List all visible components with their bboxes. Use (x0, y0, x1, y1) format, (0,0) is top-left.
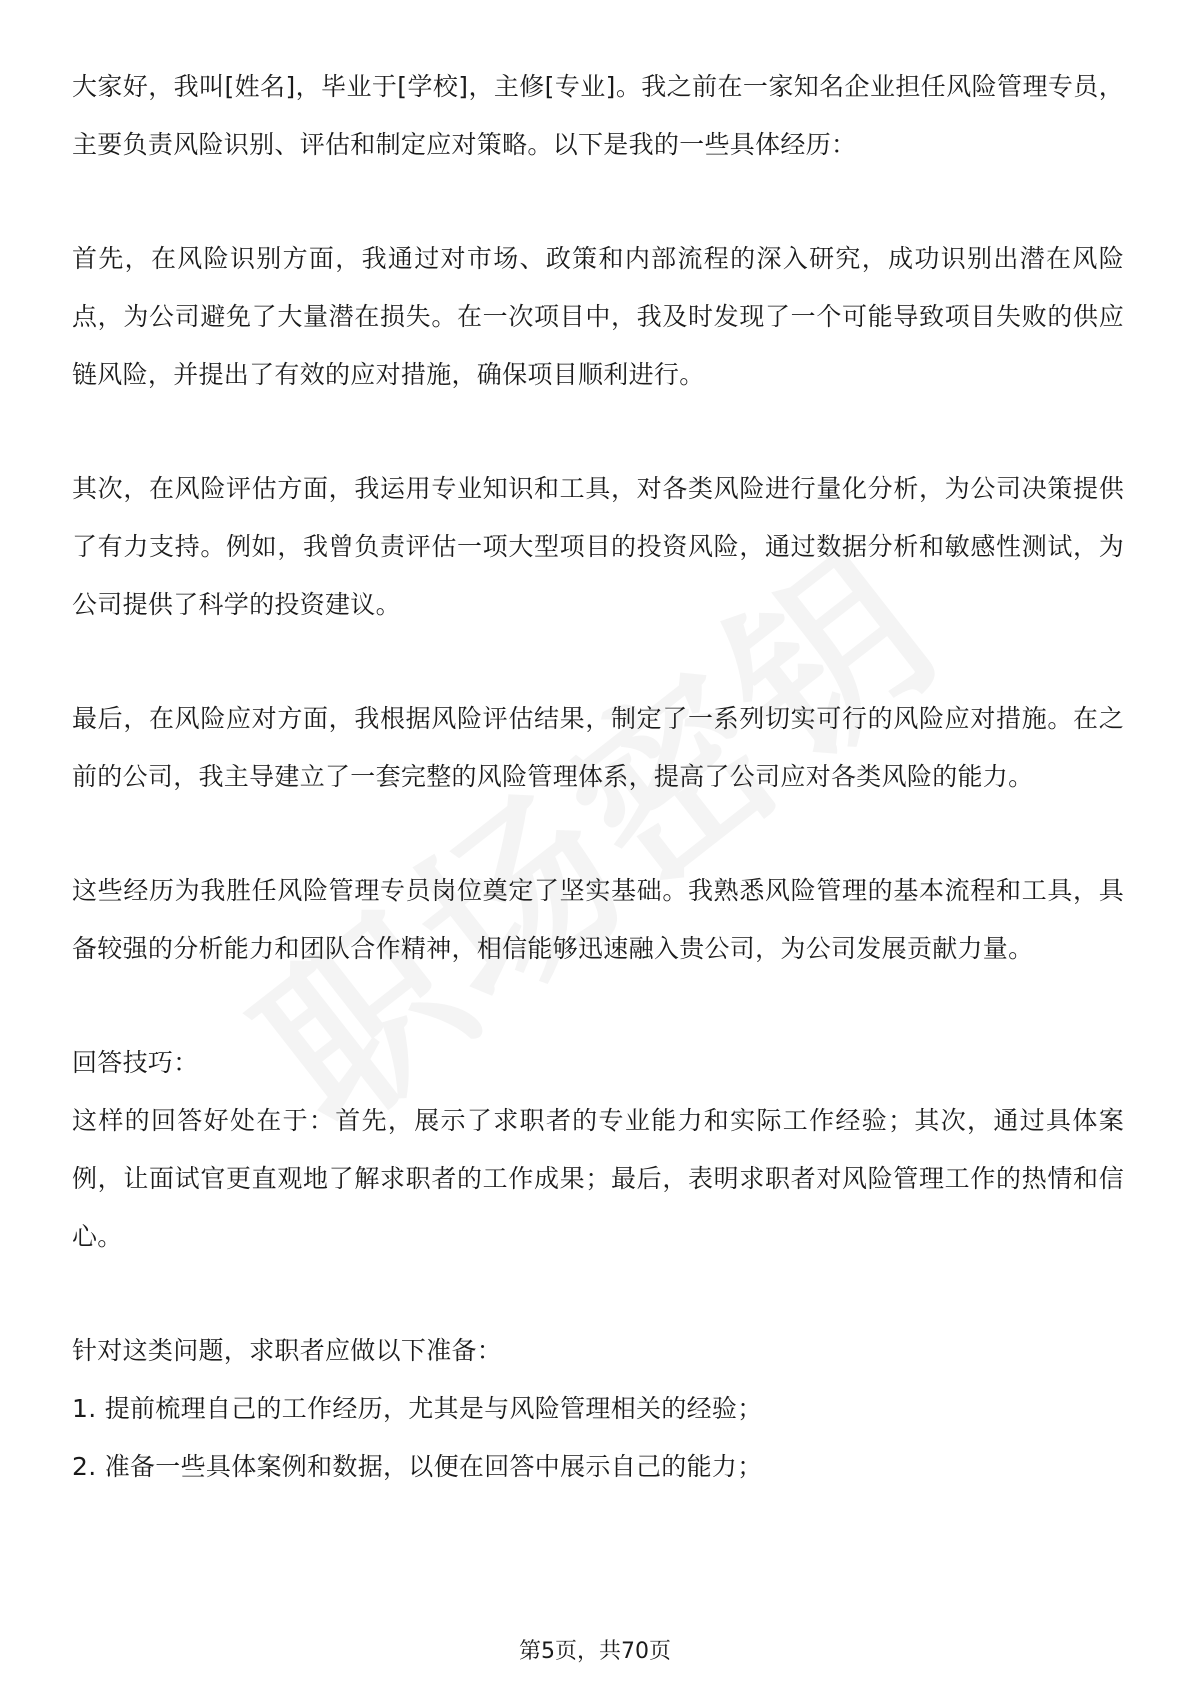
paragraph-intro: 大家好，我叫[姓名]，毕业于[学校]，主修[专业]。我之前在一家知名企业担任风险管理专员，主要负责风险识别、评估和制定应对策略。以下是我的一些具体经历： (72, 72, 1124, 159)
paragraph-risk-assessment: 其次，在风险评估方面，我运用专业知识和工具，对各类风险进行量化分析，为公司决策提供了有力支持。例如，我曾负责评估一项大型项目的投资风险，通过数据分析和敏感性测试，为公司提供了科学的投资建议。 (72, 474, 1124, 619)
paragraph-risk-identification: 首先，在风险识别方面，我通过对市场、政策和内部流程的深入研究，成功识别出潜在风险点，为公司避免了大量潜在损失。在一次项目中，我及时发现了一个可能导致项目失败的供应链风险，并提出了有效的应对措施，确保项目顺利进行。 (72, 244, 1124, 389)
prep-intro: 针对这类问题，求职者应做以下准备： (72, 1336, 503, 1365)
paragraph-risk-response: 最后，在风险应对方面，我根据风险评估结果，制定了一系列切实可行的风险应对措施。在之前的公司，我主导建立了一套完整的风险管理体系，提高了公司应对各类风险的能力。 (72, 704, 1124, 791)
tips-heading: 回答技巧： (72, 1048, 199, 1077)
prep-item-1: 1. 提前梳理自己的工作经历，尤其是与风险管理相关的经验； (72, 1394, 763, 1423)
prep-item-2: 2. 准备一些具体案例和数据，以便在回答中展示自己的能力； (72, 1452, 763, 1481)
page-number: 第5页，共70页 (519, 1639, 671, 1664)
paragraph-summary: 这些经历为我胜任风险管理专员岗位奠定了坚实基础。我熟悉风险管理的基本流程和工具，具备较强的分析能力和团队合作精神，相信能够迅速融入贵公司，为公司发展贡献力量。 (72, 876, 1124, 963)
document-body (72, 58, 1124, 1496)
tips-body: 这样的回答好处在于：首先，展示了求职者的专业能力和实际工作经验；其次，通过具体案例，让面试官更直观地了解求职者的工作成果；最后，表明求职者对风险管理工作的热情和信心。 (72, 1106, 1124, 1251)
